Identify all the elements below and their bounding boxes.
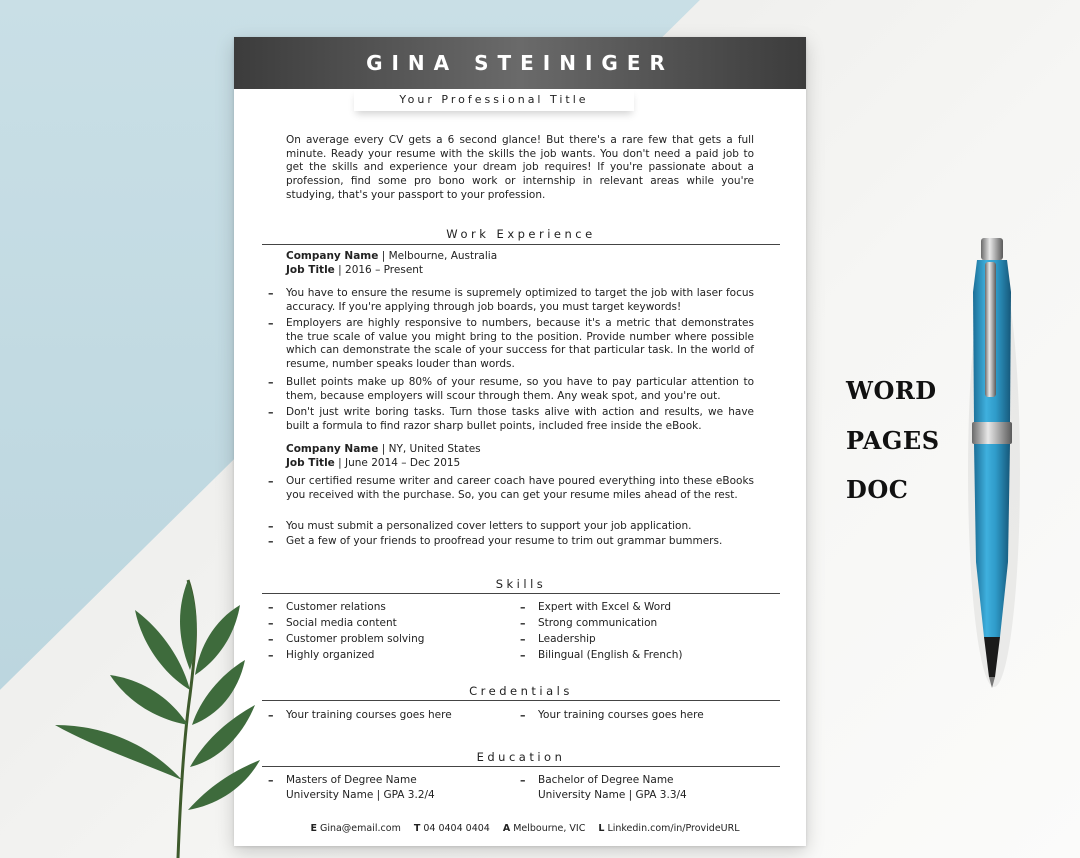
bullet-dash: – — [268, 406, 274, 419]
credential-2: Your training courses goes here — [538, 709, 704, 721]
linkedin-value: Linkedin.com/in/ProvideURL — [607, 823, 740, 834]
bullet-dash: – — [268, 774, 274, 787]
bullet-dash: – — [268, 617, 274, 630]
education-1-degree: Masters of Degree Name — [286, 774, 417, 786]
email-value: Gina@email.com — [319, 823, 401, 834]
skill-right-2: Strong communication — [538, 617, 658, 629]
skill-left-4: Highly organized — [286, 649, 375, 661]
job-1-bullet-1: You have to ensure the resume is supremely optimized to target the job with laser focus accuracy. If you're applying through job boards, you must target keywords! — [286, 287, 754, 313]
bullet-dash: – — [268, 317, 274, 330]
skill-right-3: Leadership — [538, 633, 596, 645]
job-1-bullet-4: Don't just write boring tasks. Turn those tasks alive with action and results, we have built a formula to find razor sharp bullet points, included free inside the eBook. — [286, 406, 754, 432]
format-label-doc: DOC — [846, 475, 909, 504]
address-key: A — [502, 823, 511, 834]
skill-left-2: Social media content — [286, 617, 397, 629]
address-value: Melbourne, VIC — [513, 823, 586, 834]
bullet-dash: – — [268, 475, 274, 488]
job-1-company: Company Name | Melbourne, Australia — [286, 250, 498, 262]
skill-right-4: Bilingual (English & French) — [538, 649, 683, 661]
phone-key: T — [413, 823, 421, 834]
job-2-title: Job Title | June 2014 – Dec 2015 — [286, 457, 461, 469]
education-2-school: University Name | GPA 3.3/4 — [538, 789, 687, 801]
section-title-education: Education — [476, 750, 566, 764]
skill-left-1: Customer relations — [286, 601, 386, 613]
bullet-dash: – — [520, 617, 526, 630]
bullet-dash: – — [520, 649, 526, 662]
job-1-bullet-3: Bullet points make up 80% of your resume, so you have to pay particular attention to them, because employers will scour through them. Any weak spot, and you're out. — [286, 376, 754, 402]
header-bar — [234, 37, 806, 89]
section-title-skills: Skills — [495, 577, 547, 591]
resume-name: GINA STEINIGER — [366, 51, 674, 75]
job-1-title: Job Title | 2016 – Present — [286, 264, 424, 276]
bullet-dash: – — [520, 601, 526, 614]
job-2-company: Company Name | NY, United States — [286, 443, 481, 455]
bullet-dash: – — [268, 376, 274, 389]
contact-footer — [234, 823, 806, 834]
bullet-dash: – — [268, 709, 274, 722]
job-2-bullet-2: You must submit a personalized cover letters to support your job application. — [286, 520, 692, 532]
credential-1: Your training courses goes here — [286, 709, 452, 721]
skill-right-1: Expert with Excel & Word — [538, 601, 672, 613]
leaf-icon — [50, 575, 280, 858]
linkedin-key: L — [598, 823, 605, 834]
resume-page — [234, 37, 806, 846]
bullet-dash: – — [268, 649, 274, 662]
format-label-pages: PAGES — [846, 426, 940, 455]
bullet-dash: – — [268, 633, 274, 646]
job-2-bullet-1: Our certified resume writer and career coach have poured everything into these eBooks you received with the purchase. So, you can get your resume miles ahead of the rest. — [286, 475, 754, 501]
phone-value: 04 0404 0404 — [423, 823, 490, 834]
bullet-dash: – — [520, 709, 526, 722]
professional-title: Your Professional Title — [354, 89, 634, 111]
section-title-credentials: Credentials — [469, 684, 573, 698]
bullet-dash: – — [520, 774, 526, 787]
pen-icon — [960, 232, 1030, 694]
section-rule-education — [262, 766, 780, 767]
section-rule-work — [262, 244, 780, 245]
section-rule-credentials — [262, 700, 780, 701]
education-2-degree: Bachelor of Degree Name — [538, 774, 674, 786]
bullet-dash: – — [520, 633, 526, 646]
education-1-school: University Name | GPA 3.2/4 — [286, 789, 435, 801]
bullet-dash: – — [268, 535, 274, 548]
section-rule-skills — [262, 593, 780, 594]
bullet-dash: – — [268, 520, 274, 533]
bullet-dash: – — [268, 601, 274, 614]
job-1-bullet-2: Employers are highly responsive to numbers, because it's a metric that demonstrates the true scale of value you might bring to the position. Provide number where possible which can demonstrate the scale of your success for that particular task. In the world of resume, number speaks louder than words. — [286, 317, 754, 371]
bullet-dash: – — [268, 287, 274, 300]
format-label-word: WORD — [846, 376, 937, 405]
section-title-work: Work Experience — [446, 227, 596, 241]
email-key: E — [310, 823, 317, 834]
summary-paragraph: On average every CV gets a 6 second glance! But there's a rare few that gets a full minute. Ready your resume with the skills the job wants. You don't need a paid job to get the skills and experience your dream job requires! If you're passionate about a profession, find some pro bono work or internship in relevant areas while you're studying, that's your passport to your profession. — [286, 134, 754, 201]
skill-left-3: Customer problem solving — [286, 633, 425, 645]
job-2-bullet-3: Get a few of your friends to proofread your resume to trim out grammar bummers. — [286, 535, 723, 547]
